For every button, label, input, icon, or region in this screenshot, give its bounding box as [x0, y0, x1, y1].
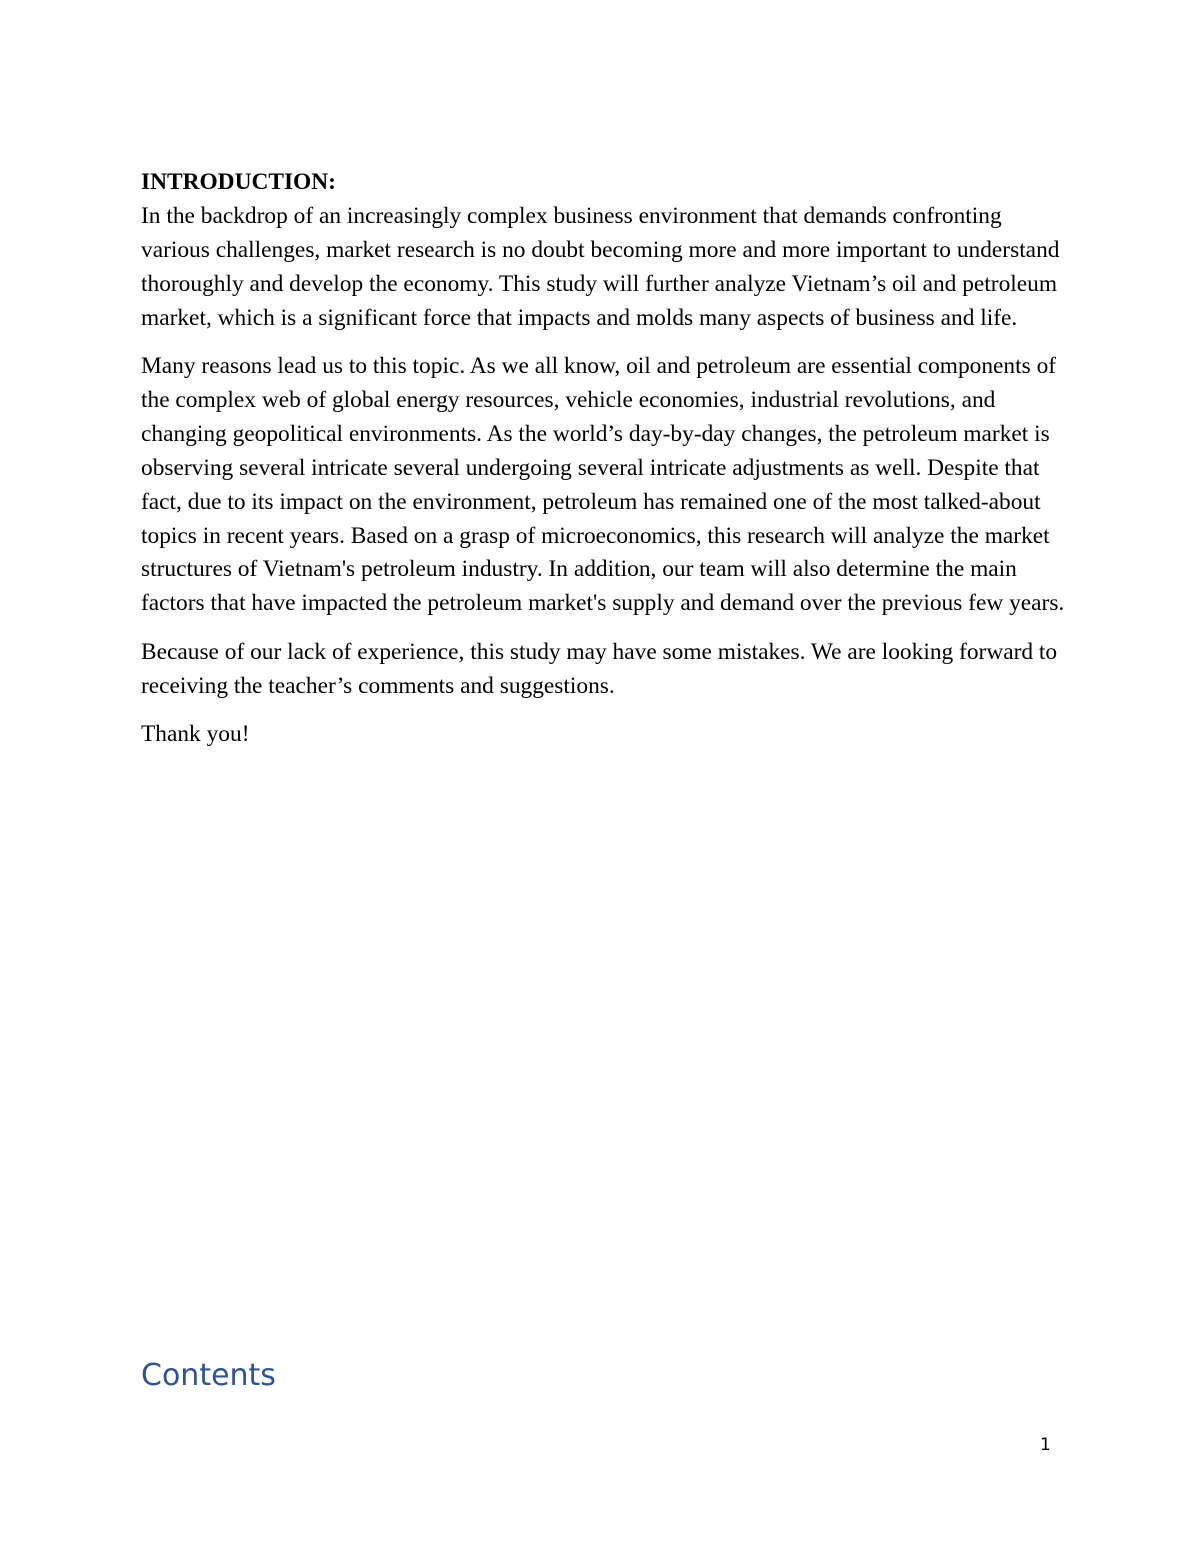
contents-heading: Contents: [141, 1358, 276, 1393]
page-number: 1: [1040, 1435, 1051, 1455]
body-text: [141, 166, 1071, 767]
introduction-heading: INTRODUCTION:: [141, 169, 336, 195]
intro-paragraph-3: Because of our lack of experience, this study may have some mistakes. We are looking forward to receiving the teacher’s comments and suggestions.: [141, 638, 1058, 699]
intro-paragraph-1: In the backdrop of an increasingly complex business environment that demands confronting various challenges, market research is no doubt becoming more and more important to understand thoroughly and develop the economy. This study will further analyze Vietnam’s oil and petroleum market, which is a significant force that impacts and molds many aspects of business and life.: [141, 202, 1060, 331]
thank-you-line: Thank you!: [141, 721, 250, 748]
intro-paragraph-2: Many reasons lead us to this topic. As we all know, oil and petroleum are essential components of the complex web of global energy resources, vehicle economies, industrial revolutions, and changing geopolitical environments. As the world’s day-by-day changes, the petroleum market is observing several intricate several undergoing several intricate adjustments as well. Despite that fact, due to its impact on the environment, petroleum has remained one of the most talked-about topics in recent years. Based on a grasp of microeconomics, this research will analyze the market structures of Vietnam's petroleum industry. In addition, our team will also determine the main factors that have impacted the petroleum market's supply and demand over the previous few years.: [141, 353, 1065, 617]
